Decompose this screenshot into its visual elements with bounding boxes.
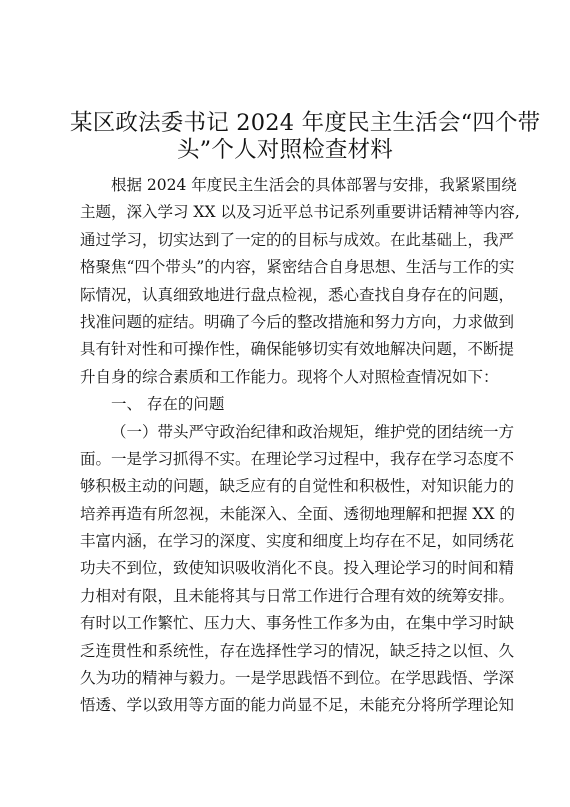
body-line: 有时以工作繁忙、压力大、事务性工作多为由，在集中学习时缺 xyxy=(80,614,515,633)
section-heading: 一、 存在的问题 xyxy=(111,395,225,414)
document-body xyxy=(80,172,520,720)
body-line: 找准问题的症结。明确了今后的整改措施和努力方向，力求做到 xyxy=(80,312,515,331)
body-line: 通过学习，切实达到了一定的的目标与成效。在此基础上，我严 xyxy=(80,230,515,249)
body-line: 具有针对性和可操作性，确保能够切实有效地解决问题，不断提 xyxy=(80,340,515,359)
title-line: 某区政法委书记 2024 年度民主生活会“四个带 xyxy=(70,110,541,136)
body-line: 功夫不到位，致使知识吸收消化不良。投入理论学习的时间和精 xyxy=(80,559,515,578)
body-line: 格聚焦“四个带头”的内容，紧密结合自身思想、生活与工作的实 xyxy=(80,258,515,277)
body-line: 面。一是学习抓得不实。在理论学习过程中，我存在学习态度不 xyxy=(80,449,515,468)
body-line: 够积极主动的问题，缺乏应有的自觉性和积极性，对知识能力的 xyxy=(80,477,515,496)
body-line: 主题，深入学习 XX 以及习近平总书记系列重要讲话精神等内容, xyxy=(80,203,520,222)
document-title xyxy=(70,106,541,164)
body-line: 升自身的综合素质和工作能力。现将个人对照检查情况如下： xyxy=(80,367,499,386)
body-line: 丰富内涵，在学习的深度、实度和细度上均存在不足，如同绣花 xyxy=(80,532,515,551)
title-line: 头”个人对照检查材料 xyxy=(176,137,393,164)
body-line: 久为功的精神与毅力。一是学思践悟不到位。在学思践悟、学深 xyxy=(80,669,515,688)
body-line: 培养再造有所忽视，未能深入、全面、透彻地理解和把握 XX 的 xyxy=(80,504,515,523)
body-line: （一）带头严守政治纪律和政治规矩，维护党的团结统一方 xyxy=(111,422,515,441)
body-line: 乏连贯性和系统性，存在选择性学习的情况，缺乏持之以恒、久 xyxy=(80,641,515,660)
body-line: 根据 2024 年度民主生活会的具体部署与安排，我紧紧围绕 xyxy=(111,176,517,194)
body-line: 力相对有限，且未能将其与日常工作进行合理有效的统筹安排。 xyxy=(80,586,515,605)
body-line: 悟透、学以致用等方面的能力尚显不足，未能充分将所学理论知 xyxy=(80,696,515,715)
body-line: 际情况，认真细致地进行盘点检视，悉心查找自身存在的问题， xyxy=(80,285,515,304)
